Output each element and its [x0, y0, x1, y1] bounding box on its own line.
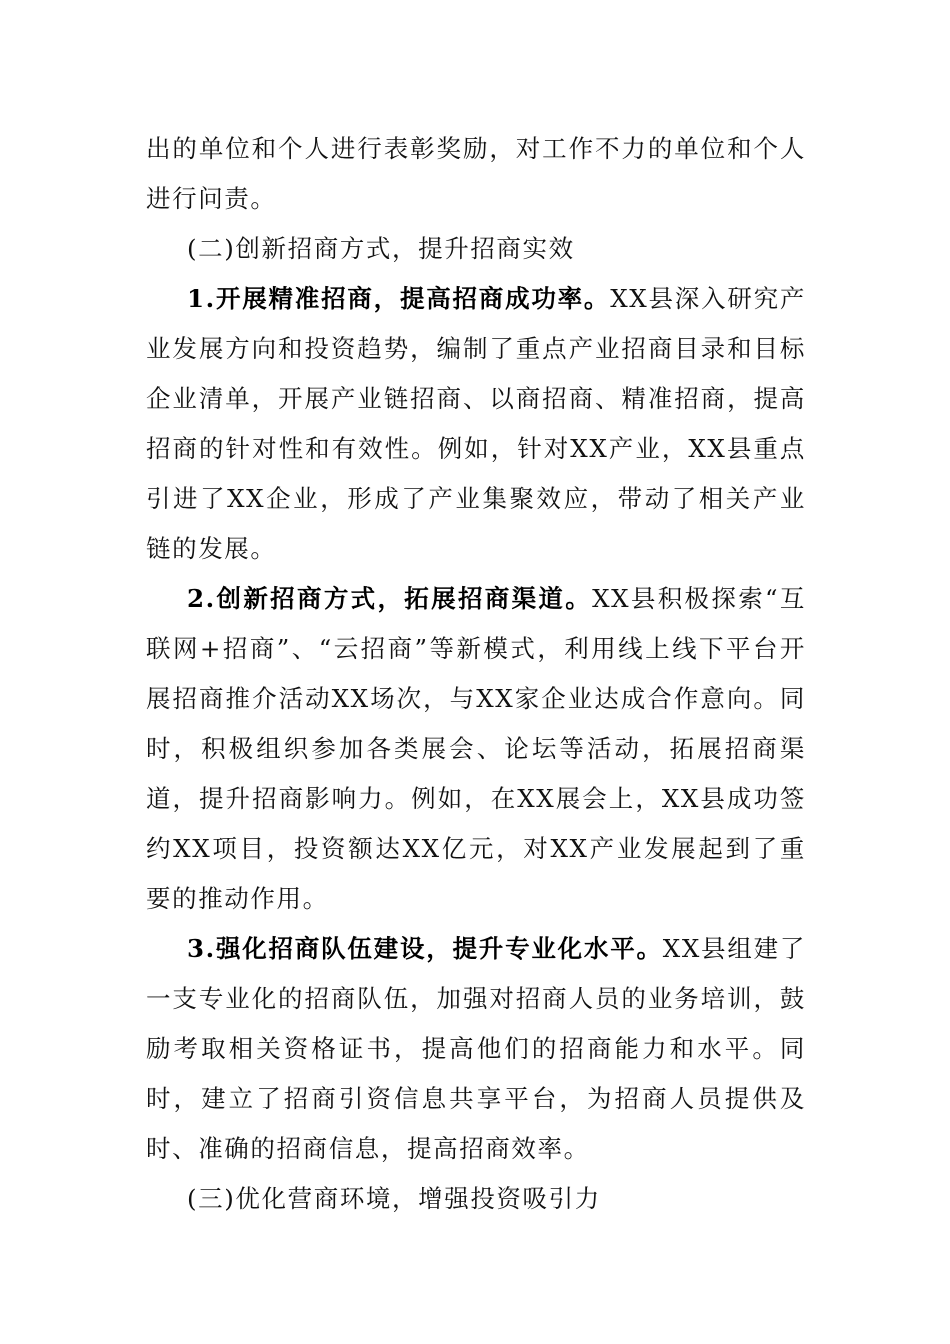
paragraph-text: XX县深入研究产业发展方向和投资趋势，编制了重点产业招商目录和目标企业清单，开展产业链招商、以商招商、精准招商，提高招商的针对性和有效性。例如，针对XX产业，XX县重点引进了XX企业，形成了产业集聚效应，带动了相关产业链的发展。	[146, 284, 807, 563]
paragraph-lead-bold: 3.强化招商队伍建设，提升专业化水平。	[187, 934, 663, 963]
paragraph-text: XX县组建了一支专业化的招商队伍，加强对招商人员的业务培训，鼓励考取相关资格证书，提高他们的招商能力和水平。同时，建立了招商引资信息共享平台，为招商人员提供及时、准确的招商信息，提高招商效率。	[146, 934, 806, 1163]
document-body	[146, 124, 806, 1224]
paragraph-text: XX县积极探索“互联网+招商”、“云招商”等新模式，利用线上线下平台开展招商推介活动XX场次，与XX家企业达成合作意向。同时，积极组织参加各类展会、论坛等活动，拓展招商渠道，提升招商影响力。例如，在XX展会上，XX县成功签约XX项目，投资额达XX亿元，对XX产业发展起到了重要的推动作用。	[146, 584, 806, 913]
section-heading-2	[146, 224, 806, 274]
section-heading-text: (二)创新招商方式，提升招商实效	[187, 234, 575, 263]
paragraph-continuation	[146, 124, 806, 224]
paragraph-text: 出的单位和个人进行表彰奖励，对工作不力的单位和个人进行问责。	[146, 134, 806, 213]
section-heading-3	[146, 1174, 806, 1224]
section-heading-text: (三)优化营商环境，增强投资吸引力	[187, 1184, 601, 1213]
paragraph-lead-bold: 2.创新招商方式，拓展招商渠道。	[187, 584, 593, 613]
paragraph-item-3	[146, 924, 806, 1174]
paragraph-lead-bold: 1.开展精准招商，提高招商成功率。	[187, 284, 611, 313]
paragraph-item-2	[146, 574, 806, 924]
paragraph-item-1	[146, 274, 806, 574]
